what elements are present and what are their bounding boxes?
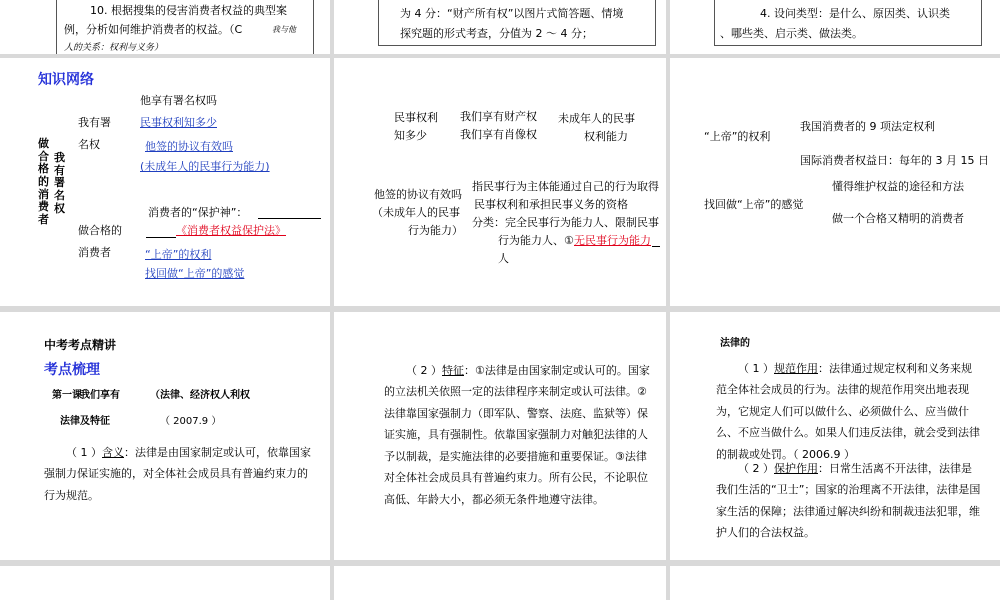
text-line: 、哪些类、启示类、做法类。 xyxy=(720,27,863,40)
para-body: ：日常生活离不开法律，法律是我们生活的“卫士”；国家的治理离不开法律，法律是国家生活的保障；法律通过解决纠纷和制裁违法犯罪，维护人们的合法权益。 xyxy=(716,462,981,540)
text-node: 他享有署名权吗 xyxy=(140,94,217,107)
text-node: 做合格的 xyxy=(78,224,122,237)
para-num: （ 2 ） xyxy=(406,364,442,377)
text-node: 懂得维护权益的途径和方法 xyxy=(832,180,964,193)
text-line: 人的关系：权利与义务） xyxy=(64,43,164,53)
point-title: 我们享有 xyxy=(80,390,120,401)
fill-answer: 无民事行为能力 xyxy=(574,234,651,247)
text-node: 我们享有财产权 xyxy=(460,110,537,123)
slide-thumb-knowledge-network[interactable] xyxy=(0,58,330,306)
text-line: 10. 根据搜集的侵害消费者权益的典型案 xyxy=(90,4,287,17)
paragraph-features xyxy=(384,360,656,510)
slide-thumb-bottom-middle[interactable] xyxy=(334,566,666,600)
slide-heading: 法律的 xyxy=(720,338,750,349)
slide-thumb-law-features[interactable] xyxy=(334,312,666,560)
slide-thumb-god-rights[interactable] xyxy=(670,58,1000,306)
text-node: 我国消费者的 9 项法定权利 xyxy=(800,120,935,133)
text-node: 名权 xyxy=(78,138,100,151)
text-node: 权利能力 xyxy=(584,130,628,143)
slide-thumb-top-right[interactable] xyxy=(670,0,1000,54)
text-node: 消费者 xyxy=(78,246,111,259)
text-node: 未成年人的民事 xyxy=(558,112,635,125)
text-node: 知多少 xyxy=(394,129,427,142)
law-name: 《消费者权益保护法》 xyxy=(176,224,286,237)
para-term: 含义 xyxy=(102,446,124,459)
para-term: 规范作用 xyxy=(774,362,818,375)
slide-thumb-top-middle[interactable] xyxy=(334,0,666,54)
text-line: 例，分析如何维护消费者的权益。（C xyxy=(64,23,243,36)
text-node: 行为能力） xyxy=(408,224,463,237)
text-node: 民事权利和承担民事义务的资格 xyxy=(474,198,628,211)
text-node: 分类：完全民事行为能力人、限制民事 xyxy=(472,216,659,229)
slide-thumb-civil-rights[interactable] xyxy=(334,58,666,306)
vertical-label-main: 做合格的消费者 xyxy=(38,137,49,226)
para-body: ：法律通过规定权利和义务来规范全体社会成员的行为。法律的规范作用突出地表现为，它规定人们可以做什么、必须做什么、应当做什么、不应当做什么。如果人们违反法律，就会受到法律的制裁或处罚。（ 2006.9 ） xyxy=(716,362,980,461)
fill-in-blank-line xyxy=(146,237,176,238)
slide-thumb-exam-points[interactable] xyxy=(0,312,330,560)
vertical-label-sub: 我有署名权 xyxy=(54,151,65,215)
text-node: 民事权利 xyxy=(394,111,438,124)
text-line: 为 4 分：“财产所有权”以图片式简答题、情境 xyxy=(400,7,624,20)
link-civil-rights-know[interactable]: 民事权利知多少 xyxy=(140,116,217,129)
text-node: 人 xyxy=(498,252,509,265)
slide-thumb-top-left[interactable] xyxy=(0,0,330,54)
point-label: 第一课 xyxy=(52,390,82,401)
paragraph-definition xyxy=(44,442,312,506)
para-body: ：①法律是由国家制定或认可的。国家的立法机关依照一定的法律程序来制定或认可法律。②法律靠国家强制力（即军队、警察、法庭、监狱等）保证实施，具有强制性。依靠国家强制力对触犯法律的人予以制裁，是实施法律的必要措施和重要保证。③法律对全体社会成员具有普遍约束力。所有公民，不论职位高低、年龄大小，都必须无条件地遵守法律。 xyxy=(384,364,650,506)
para-num: （ 1 ） xyxy=(738,362,774,375)
slide-title: 知识网络 xyxy=(38,72,94,88)
para-num: （ 2 ） xyxy=(738,462,774,475)
text-line: 我与他 xyxy=(272,25,296,34)
link-minor-capacity[interactable]: (未成年人的民事行为能力) xyxy=(140,160,270,173)
text-node: 国际消费者权益日：每年的 3 月 15 日 xyxy=(800,154,989,167)
slide-thumb-law-roles[interactable] xyxy=(670,312,1000,560)
text-node: 找回做“上帝”的感觉 xyxy=(704,198,804,211)
text-node: 我有署 xyxy=(78,116,111,129)
fill-in-blank-line xyxy=(652,246,660,247)
point-year: （ 2007.9 ） xyxy=(160,416,222,427)
para-term: 特征 xyxy=(442,364,464,377)
slide-thumb-bottom-right[interactable] xyxy=(670,566,1000,600)
text-node: “上帝”的权利 xyxy=(704,130,771,143)
slide-thumb-bottom-left[interactable] xyxy=(0,566,330,600)
paragraph-protective-role xyxy=(716,458,982,544)
text-node: （未成年人的民事 xyxy=(372,206,460,219)
para-term: 保护作用 xyxy=(774,462,818,475)
link-signed-agreement[interactable]: 他签的协议有效吗 xyxy=(145,140,233,153)
text-node: 他签的协议有效吗 xyxy=(374,188,462,201)
text-node: 做一个合格又精明的消费者 xyxy=(832,212,964,225)
point-paren: （法律、经济权人利权 xyxy=(150,390,250,401)
slide-subheading: 考点梳理 xyxy=(44,362,100,378)
point-title: 法律及特征 xyxy=(60,416,110,427)
link-god-rights[interactable]: “上帝”的权利 xyxy=(145,248,212,261)
text-node: 行为能力人、① xyxy=(498,234,574,247)
paragraph-normative-role xyxy=(716,358,982,465)
fill-in-blank-line xyxy=(258,218,321,219)
text-line: 4. 设问类型：是什么、原因类、认识类 xyxy=(760,7,950,20)
link-find-god-feeling[interactable]: 找回做“上帝”的感觉 xyxy=(145,267,245,280)
para-num: （ 1 ） xyxy=(66,446,102,459)
text-node: 消费者的“保护神”： xyxy=(148,206,248,219)
slide-heading: 中考考点精讲 xyxy=(44,338,117,352)
text-line: 探究题的形式考查，分值为 2 ～ 4 分； xyxy=(400,27,593,40)
text-node: 指民事行为主体能通过自己的行为取得 xyxy=(472,180,659,193)
text-node: 我们享有肖像权 xyxy=(460,128,537,141)
para-body: ：法律是由国家制定或认可，依靠国家强制力保证实施的，对全体社会成员具有普遍约束力的行为规范。 xyxy=(44,446,311,502)
